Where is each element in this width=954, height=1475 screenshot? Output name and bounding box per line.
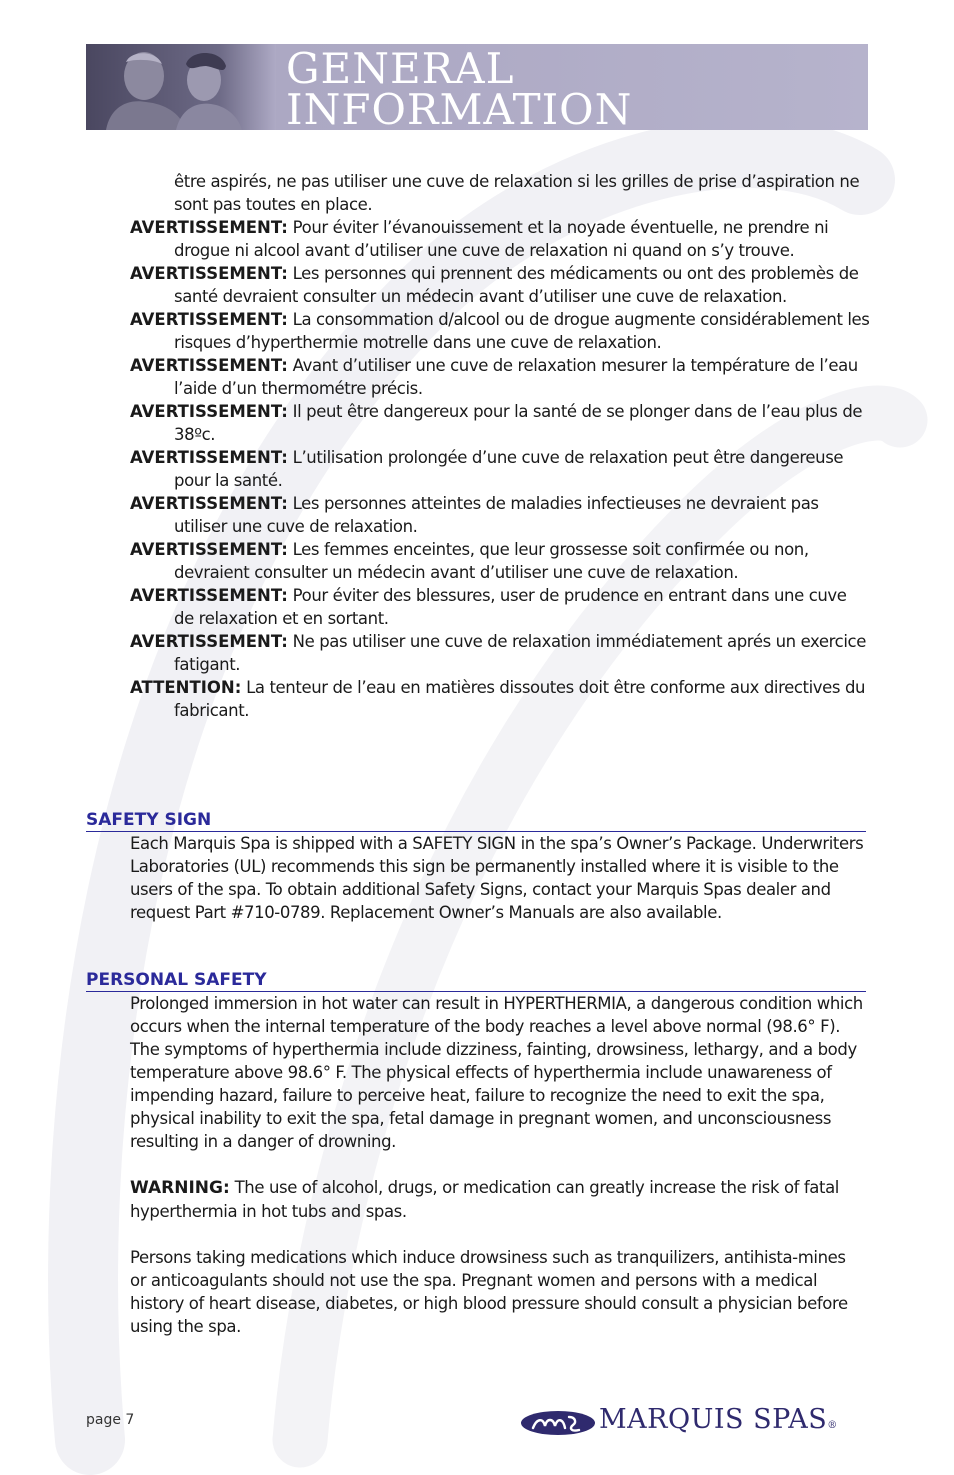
page-title-line1: GENERAL	[286, 44, 515, 93]
french-continuation: être aspirés, ne pas utiliser une cuve de relaxation si les grilles de prise d’aspiration ne sont pas toutes en place.	[174, 172, 860, 214]
french-warning-item	[130, 308, 870, 354]
french-warning-text: La consommation d/alcool ou de drogue augmente considérablement les risques d’hyperthermie motrelle dans une cuve de relaxation.	[174, 310, 870, 352]
header-photo	[86, 44, 276, 130]
section-safety-sign	[86, 810, 866, 924]
french-warning-item	[130, 262, 870, 308]
warning-label: WARNING:	[130, 1178, 230, 1198]
french-warning-label: AVERTISSEMENT:	[130, 310, 288, 329]
brand-wordmark	[599, 1404, 838, 1435]
french-warning-label: AVERTISSEMENT:	[130, 448, 288, 467]
french-warning-label: AVERTISSEMENT:	[130, 218, 288, 237]
warning-text: The use of alcohol, drugs, or medication can greatly increase the risk of fatal hyperthermia in hot tubs and spas.	[130, 1178, 839, 1221]
french-warning-text: Il peut être dangereux pour la santé de se plonger dans de l’eau plus de 38ºc.	[174, 402, 863, 444]
section-personal-safety	[86, 970, 866, 1338]
page-header	[86, 44, 868, 134]
page-title-line2: INFORMATION	[286, 85, 633, 134]
french-warning-text: L’utilisation prolongée d’une cuve de relaxation peut être dangereuse pour la santé.	[174, 448, 844, 490]
french-warning-label: AVERTISSEMENT:	[130, 402, 288, 421]
french-warning-item	[130, 676, 870, 722]
personal-safety-para1: Prolonged immersion in hot water can result in HYPERTHERMIA, a dangerous condition which occurs when the internal temperature of the body reaches a level above normal (98.6° F). The symptoms of hyperthermia include dizziness, fainting, drowsiness, lethargy, and a body temperature above 98.6° F. The physical effects of hyperthermia include unawareness of impending hazard, failure to perceive heat, failure to recognize the need to exit the spa, physical inability to exit the spa, fetal damage in pregnant women, and unconsciousness resulting in a danger of drowning.	[130, 994, 863, 1151]
french-warning-label: AVERTISSEMENT:	[130, 540, 288, 559]
french-warning-label: AVERTISSEMENT:	[130, 494, 288, 513]
french-warning-text: Les femmes enceintes, que leur grossesse soit confirmée ou non, devraient consulter un médecin avant d’utiliser une cuve de relaxation.	[174, 540, 809, 582]
french-warning-text: Avant d’utiliser une cuve de relaxation mesurer la température de l’eau l’aide d’un thermométre précis.	[174, 356, 858, 398]
french-warning-item	[130, 538, 870, 584]
french-warning-item	[130, 584, 870, 630]
french-warning-text: Les personnes qui prennent des médicaments ou ont des problemès de santé devraient consulter un médecin avant d’utiliser une cuve de relaxation.	[174, 264, 859, 306]
french-warning-item	[130, 354, 870, 400]
french-warning-item	[130, 492, 870, 538]
french-warning-item	[130, 446, 870, 492]
french-warning-list	[130, 216, 870, 722]
personal-safety-warning	[130, 1176, 866, 1223]
french-warning-label: AVERTISSEMENT:	[130, 586, 288, 605]
safety-sign-heading: SAFETY SIGN	[86, 810, 866, 832]
safety-sign-body: Each Marquis Spa is shipped with a SAFETY SIGN in the spa’s Owner’s Package. Underwriters Laboratories (UL) recommends this sign be permanently installed where it is visible to the users of the spa. To obtain additional Safety Signs, contact your Marquis Spas dealer and request Part #710-0789. Replacement Owner’s Manuals are also available.	[130, 834, 864, 922]
brand-name: MARQUIS SPAS	[599, 1404, 828, 1435]
french-warning-label: AVERTISSEMENT:	[130, 632, 288, 651]
french-warning-item	[130, 400, 870, 446]
french-warning-label: AVERTISSEMENT:	[130, 264, 288, 283]
page-number: page 7	[86, 1412, 135, 1428]
french-warning-text: Ne pas utiliser une cuve de relaxation immédiatement aprés un exercice fatigant.	[174, 632, 866, 674]
french-warning-label: AVERTISSEMENT:	[130, 356, 288, 375]
french-warning-text: Pour éviter des blessures, user de prudence en entrant dans une cuve de relaxation et en sortant.	[174, 586, 847, 628]
french-warning-text: La tenteur de l’eau en matières dissoutes doit être conforme aux directives du fabricant.	[174, 678, 866, 720]
personal-safety-heading: PERSONAL SAFETY	[86, 970, 866, 992]
french-warning-text: Les personnes atteintes de maladies infectieuses ne devraient pas utiliser une cuve de relaxation.	[174, 494, 819, 536]
french-warnings	[130, 170, 870, 722]
french-warning-label: ATTENTION:	[130, 678, 242, 697]
brand-logo	[519, 1404, 869, 1444]
registered-mark: ®	[827, 1420, 838, 1431]
page-title	[286, 44, 633, 134]
personal-safety-para3: Persons taking medications which induce drowsiness such as tranquilizers, antihista-mines or anticoagulants should not use the spa. Pregnant women and persons with a medical history of heart disease, diabetes, or high blood pressure should consult a physician before using the spa.	[130, 1248, 848, 1336]
marquis-logo-mark-icon	[519, 1408, 597, 1438]
french-warning-item	[130, 216, 870, 262]
french-warning-text: Pour éviter l’évanouissement et la noyade éventuelle, ne prendre ni drogue ni alcool avant d’utiliser une cuve de relaxation ni quand on s’y trouve.	[174, 218, 829, 260]
french-warning-item	[130, 630, 870, 676]
